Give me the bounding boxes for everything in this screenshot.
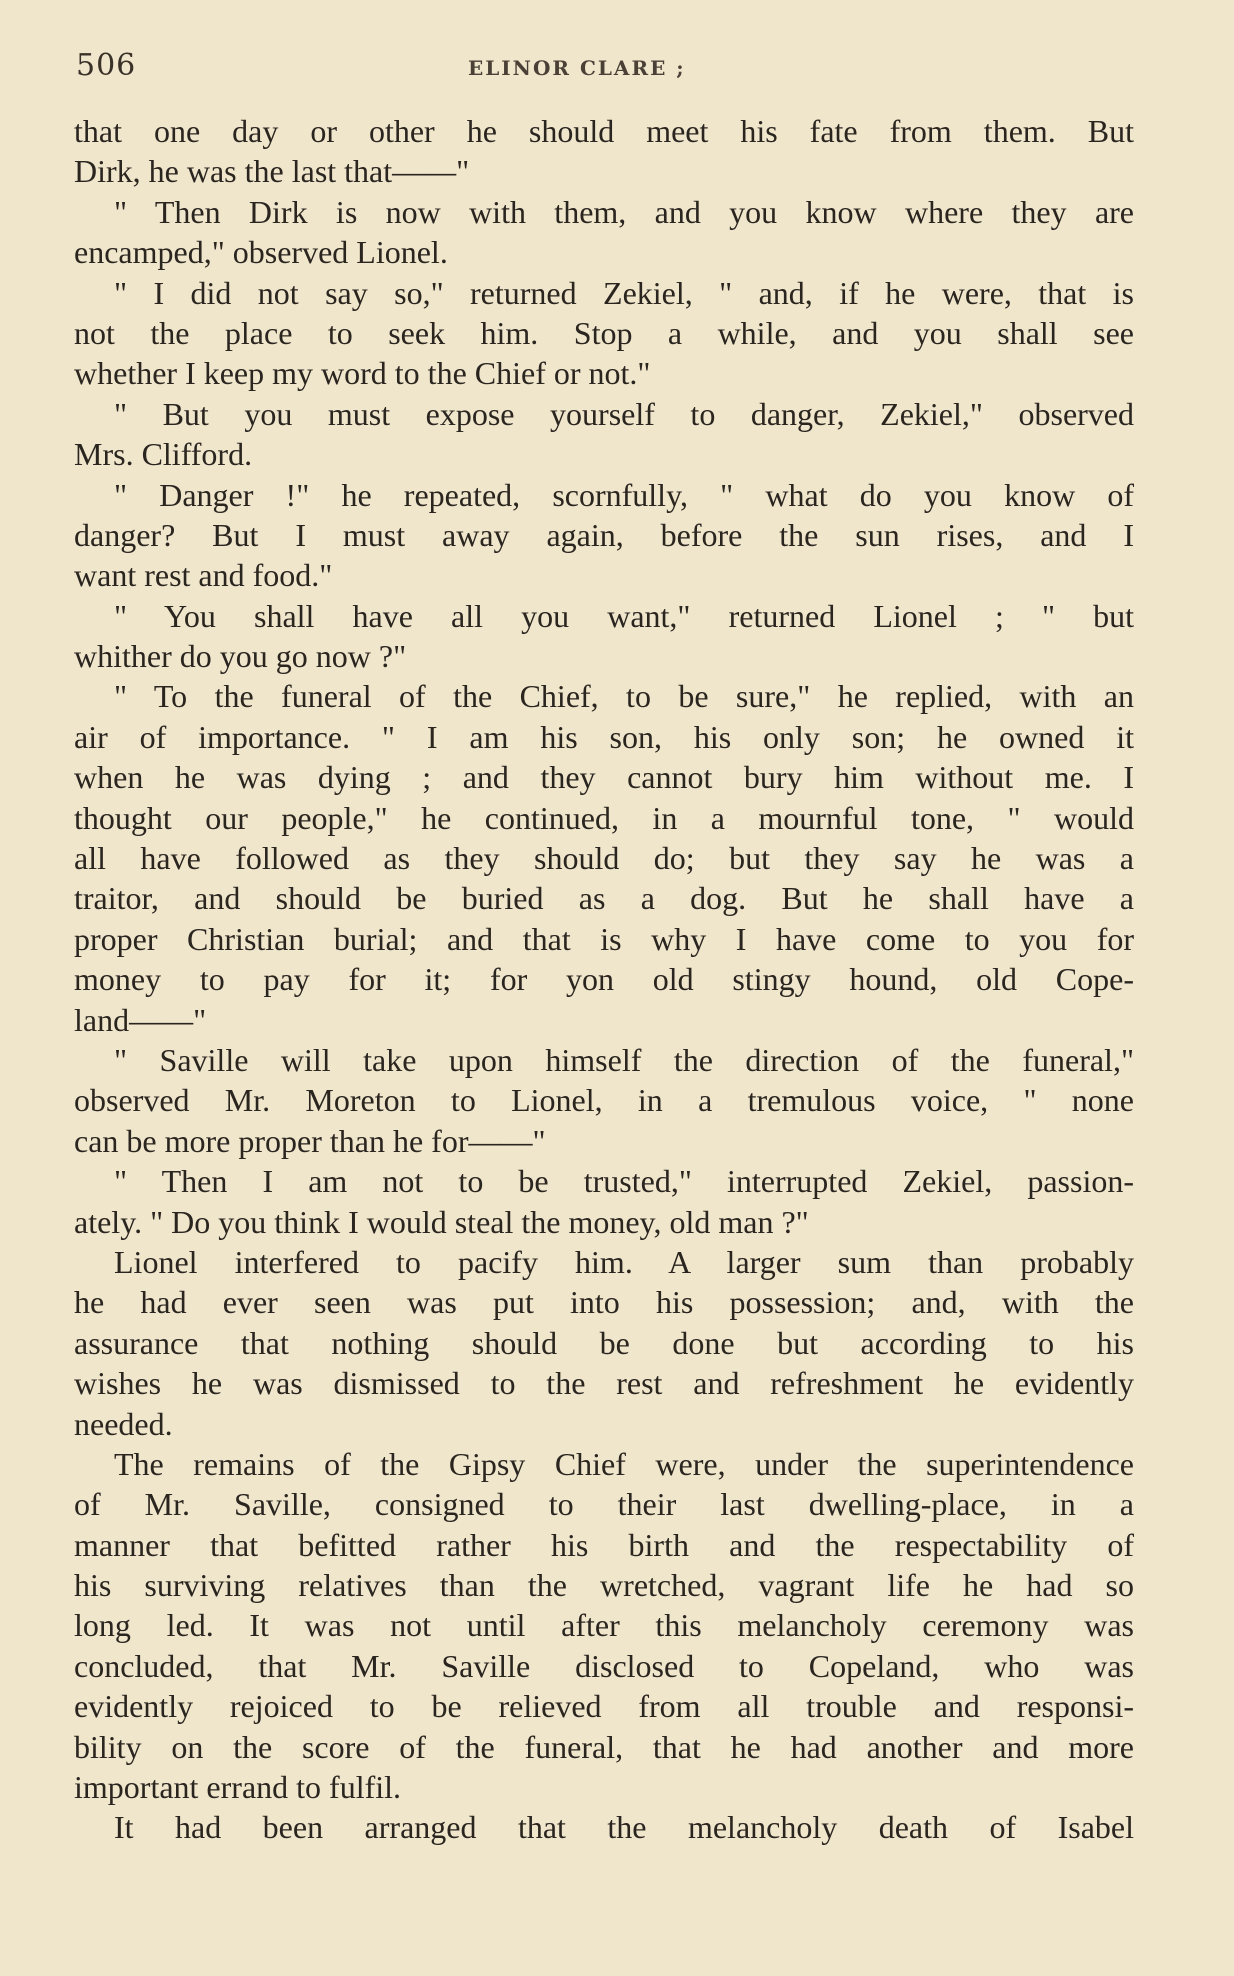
text-line: land——" [74, 1001, 207, 1038]
text-line: air of importance. " I am his son, his only son; he owned it [74, 718, 1134, 755]
text-line: that one day or other he should meet his fate from them. But [74, 113, 1134, 149]
text-line: needed. [74, 1405, 173, 1442]
text-line: encamped," observed Lionel. [74, 234, 448, 271]
text-line: Dirk, he was the last that——" [74, 153, 470, 190]
body-text [74, 111, 1134, 1848]
running-head: ELINOR CLARE ; [468, 56, 686, 80]
text-line: It had been arranged that the melancholy death of Isabel [114, 1809, 1134, 1846]
text-line: wishes he was dismissed to the rest and refreshment he evidently [74, 1365, 1134, 1402]
page-header [76, 48, 1134, 88]
text-line: all have followed as they should do; but they say he was a [74, 840, 1134, 877]
text-line: evidently rejoiced to be relieved from all trouble and responsi- [74, 1688, 1134, 1725]
text-line: money to pay for it; for yon old stingy hound, old Cope- [74, 961, 1134, 998]
text-line: manner that befitted rather his birth and the respectability of [74, 1526, 1134, 1563]
text-line: whether I keep my word to the Chief or not." [74, 355, 651, 392]
text-line: Lionel interfered to pacify him. A larger sum than probably [114, 1243, 1134, 1280]
page-number: 506 [76, 48, 137, 83]
text-line: Mrs. Clifford. [74, 436, 253, 473]
text-line: proper Christian burial; and that is why I have come to you for [74, 920, 1134, 957]
text-line: " But you must expose yourself to danger, Zekiel," observed [114, 395, 1134, 432]
text-line: " I did not say so," returned Zekiel, " and, if he were, that is [114, 274, 1134, 311]
text-line: want rest and food." [74, 557, 333, 594]
text-line: concluded, that Mr. Saville disclosed to Copeland, who was [74, 1647, 1134, 1684]
text-line: whither do you go now ?" [74, 638, 407, 675]
text-line: he had ever seen was put into his possession; and, with the [74, 1284, 1134, 1321]
text-line: long led. It was not until after this melancholy ceremony was [74, 1607, 1134, 1644]
text-line: of Mr. Saville, consigned to their last dwelling-place, in a [74, 1486, 1134, 1523]
text-line: can be more proper than he for——" [74, 1122, 546, 1159]
text-line: traitor, and should be buried as a dog. But he shall have a [74, 880, 1134, 917]
text-line: " Then I am not to be trusted," interrupted Zekiel, passion- [114, 1163, 1134, 1200]
text-line: " Then Dirk is now with them, and you know where they are [114, 193, 1134, 230]
text-line: important errand to fulfil. [74, 1769, 402, 1806]
text-line: observed Mr. Moreton to Lionel, in a tremulous voice, " none [74, 1082, 1134, 1119]
text-line: his surviving relatives than the wretched, vagrant life he had so [74, 1567, 1134, 1604]
text-line: The remains of the Gipsy Chief were, under the superintendence [114, 1445, 1134, 1482]
text-line: thought our people," he continued, in a mournful tone, " would [74, 799, 1134, 836]
text-line: bility on the score of the funeral, that he had another and more [74, 1728, 1134, 1765]
text-line: danger? But I must away again, before the sun rises, and I [74, 516, 1134, 553]
text-line: ately. " Do you think I would steal the money, old man ?" [74, 1203, 809, 1240]
text-line: " To the funeral of the Chief, to be sure," he replied, with an [114, 678, 1134, 715]
text-line: " Danger !" he repeated, scornfully, " what do you know of [114, 476, 1134, 513]
text-line: not the place to seek him. Stop a while, and you shall see [74, 314, 1134, 351]
text-line: " You shall have all you want," returned Lionel ; " but [114, 597, 1134, 634]
text-line: when he was dying ; and they cannot bury him without me. I [74, 759, 1134, 796]
text-line: assurance that nothing should be done but according to his [74, 1324, 1134, 1361]
text-line: " Saville will take upon himself the direction of the funeral," [114, 1041, 1134, 1078]
